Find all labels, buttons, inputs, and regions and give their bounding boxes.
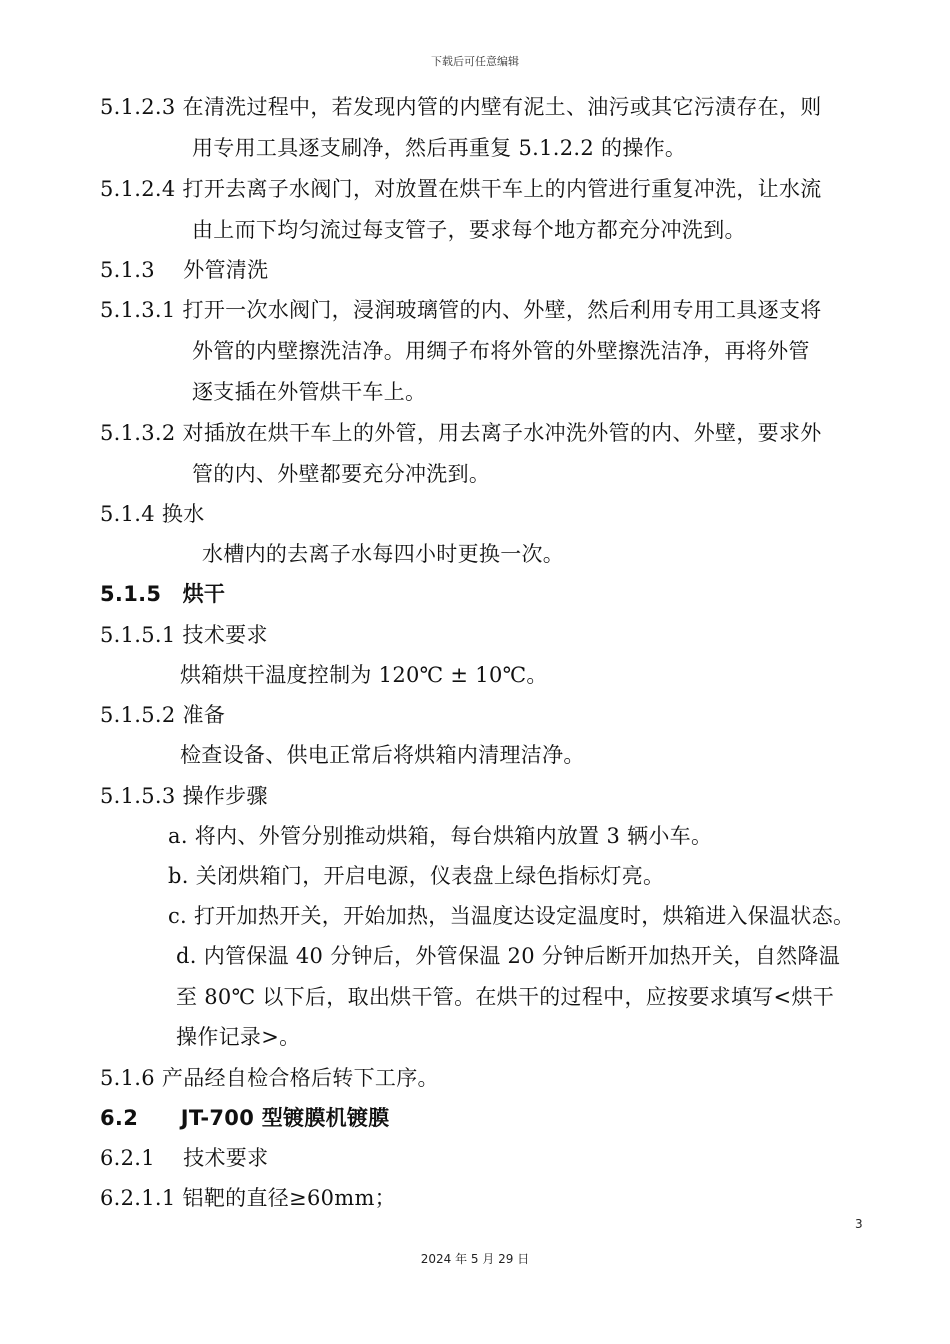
list-item: 至 80℃ 以下后，取出烘干管。在烘干的过程中，应按要求填写<烘干 — [176, 985, 835, 1009]
section-heading-bold: 6.2 JT-700 型镀膜机镀膜 — [100, 1106, 390, 1130]
text-line: 5.1.3.1 打开一次水阀门，浸润玻璃管的内、外壁，然后利用专用工具逐支将 — [100, 298, 822, 322]
list-item: a. 将内、外管分别推动烘箱，每台烘箱内放置 3 辆小车。 — [168, 824, 713, 848]
text-line: 5.1.3.2 对插放在烘干车上的外管，用去离子水冲洗外管的内、外壁，要求外 — [100, 421, 822, 445]
text-line: 5.1.6 产品经自检合格后转下工序。 — [100, 1066, 439, 1090]
list-item: 操作记录>。 — [176, 1025, 301, 1049]
section-heading: 6.2.1 技术要求 — [100, 1146, 269, 1170]
text-line: 5.1.2.4 打开去离子水阀门，对放置在烘干车上的内管进行重复冲洗，让水流 — [100, 177, 822, 201]
section-heading: 5.1.5.2 准备 — [100, 703, 226, 727]
text-line: 外管的内壁擦洗洁净。用绸子布将外管的外壁擦洗洁净，再将外管 — [192, 339, 810, 363]
section-heading: 5.1.4 换水 — [100, 502, 205, 526]
text-line: 用专用工具逐支刷净，然后再重复 5.1.2.2 的操作。 — [192, 136, 687, 160]
page-footer-date: 2024 年 5 月 29 日 — [420, 1252, 530, 1266]
list-item: c. 打开加热开关，开始加热，当温度达设定温度时，烘箱进入保温状态。 — [168, 904, 855, 928]
text-line: 检查设备、供电正常后将烘箱内清理洁净。 — [180, 743, 585, 767]
section-heading: 5.1.5.1 技术要求 — [100, 623, 268, 647]
section-heading-bold: 5.1.5 烘干 — [100, 582, 226, 606]
text-line: 5.1.2.3 在清洗过程中，若发现内管的内壁有泥土、油污或其它污渍存在，则 — [100, 95, 822, 119]
text-line: 烘箱烘干温度控制为 120℃ ± 10℃。 — [180, 663, 548, 687]
page-header: 下载后可任意编辑 — [431, 55, 519, 68]
text-line: 管的内、外壁都要充分冲洗到。 — [192, 462, 491, 486]
section-heading: 5.1.3 外管清洗 — [100, 258, 269, 282]
text-line: 6.2.1.1 铝靶的直径≥60mm； — [100, 1186, 396, 1210]
list-item: d. 内管保温 40 分钟后，外管保温 20 分钟后断开加热开关，自然降温 — [176, 944, 841, 968]
page-number: 3 — [855, 1217, 863, 1231]
text-line: 逐支插在外管烘干车上。 — [192, 380, 427, 404]
text-line: 水槽内的去离子水每四小时更换一次。 — [202, 542, 565, 566]
text-line: 由上而下均匀流过每支管子，要求每个地方都充分冲洗到。 — [192, 218, 746, 242]
list-item: b. 关闭烘箱门，开启电源，仪表盘上绿色指标灯亮。 — [168, 864, 665, 888]
section-heading: 5.1.5.3 操作步骤 — [100, 784, 268, 808]
